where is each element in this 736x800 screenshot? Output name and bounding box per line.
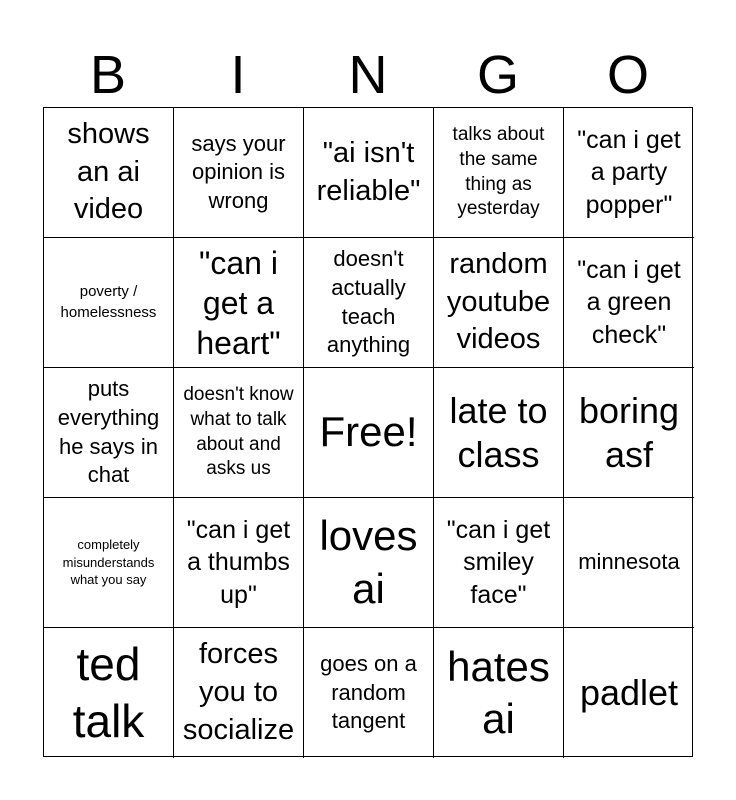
- cell-text: "can i get a heart": [196, 244, 281, 361]
- bingo-cell-r4c5[interactable]: [564, 498, 694, 628]
- cell-text: says your opinion is wrong: [191, 130, 286, 213]
- bingo-cell-r3c5[interactable]: [564, 368, 694, 498]
- bingo-cell-r4c1[interactable]: [44, 498, 174, 628]
- cell-text: hates ai: [447, 642, 550, 742]
- bingo-cell-r4c4[interactable]: [434, 498, 564, 628]
- cell-text: goes on a random tangent: [320, 651, 417, 734]
- bingo-cell-r5c1[interactable]: [44, 628, 174, 758]
- bingo-cell-r5c4[interactable]: [434, 628, 564, 758]
- header-letter-n: N: [348, 45, 388, 105]
- header-letter-b: B: [89, 45, 127, 105]
- cell-text: loves ai: [319, 512, 418, 612]
- bingo-cell-r2c2[interactable]: [174, 238, 304, 368]
- bingo-cell-r1c1[interactable]: [44, 108, 174, 238]
- cell-text: boring asf: [578, 390, 680, 475]
- bingo-cell-r1c3[interactable]: [304, 108, 434, 238]
- header-letter-i: I: [230, 45, 246, 105]
- cell-text: padlet: [579, 672, 679, 714]
- bingo-cell-r2c5[interactable]: [564, 238, 694, 368]
- bingo-cell-r4c3[interactable]: [304, 498, 434, 628]
- cell-text: "can i get smiley face": [446, 515, 551, 609]
- bingo-cell-r5c3[interactable]: [304, 628, 434, 758]
- cell-text: "can i get a thumbs up": [186, 515, 291, 609]
- cell-text: minnesota: [578, 549, 680, 575]
- bingo-cell-r3c2[interactable]: [174, 368, 304, 498]
- bingo-cell-r1c2[interactable]: [174, 108, 304, 238]
- cell-text: doesn't actually teach anything: [326, 246, 411, 358]
- bingo-grid: [43, 107, 693, 757]
- bingo-cell-r5c5[interactable]: [564, 628, 694, 758]
- bingo-cell-r4c2[interactable]: [174, 498, 304, 628]
- free-space-text: Free!: [319, 408, 418, 456]
- bingo-cell-r1c4[interactable]: [434, 108, 564, 238]
- bingo-header: [43, 44, 693, 106]
- bingo-cell-r5c2[interactable]: [174, 628, 304, 758]
- cell-text: random youtube videos: [446, 247, 551, 356]
- cell-text: doesn't know what to talk about and asks us: [183, 384, 294, 480]
- header-letter-o: O: [606, 45, 649, 105]
- cell-text: "ai isn't reliable": [316, 136, 421, 207]
- cell-text: puts everything he says in chat: [57, 376, 160, 488]
- cell-text: shows an ai video: [67, 117, 150, 226]
- bingo-cell-r3c3-free[interactable]: [304, 368, 434, 498]
- cell-text: completely misunderstands what you say: [62, 537, 155, 588]
- header-letter-g: G: [476, 45, 519, 105]
- cell-text: poverty / homelessness: [60, 283, 157, 321]
- cell-text: late to class: [449, 390, 548, 475]
- bingo-cell-r3c4[interactable]: [434, 368, 564, 498]
- cell-text: talks about the same thing as yesterday: [452, 124, 545, 220]
- cell-text: "can i get a party popper": [577, 125, 681, 219]
- cell-text: "can i get a green check": [577, 255, 681, 349]
- cell-text: ted talk: [72, 637, 145, 747]
- bingo-cell-r3c1[interactable]: [44, 368, 174, 498]
- bingo-cell-r1c5[interactable]: [564, 108, 694, 238]
- bingo-cell-r2c1[interactable]: [44, 238, 174, 368]
- bingo-cell-r2c4[interactable]: [434, 238, 564, 368]
- bingo-cell-r2c3[interactable]: [304, 238, 434, 368]
- cell-text: forces you to socialize: [182, 638, 295, 746]
